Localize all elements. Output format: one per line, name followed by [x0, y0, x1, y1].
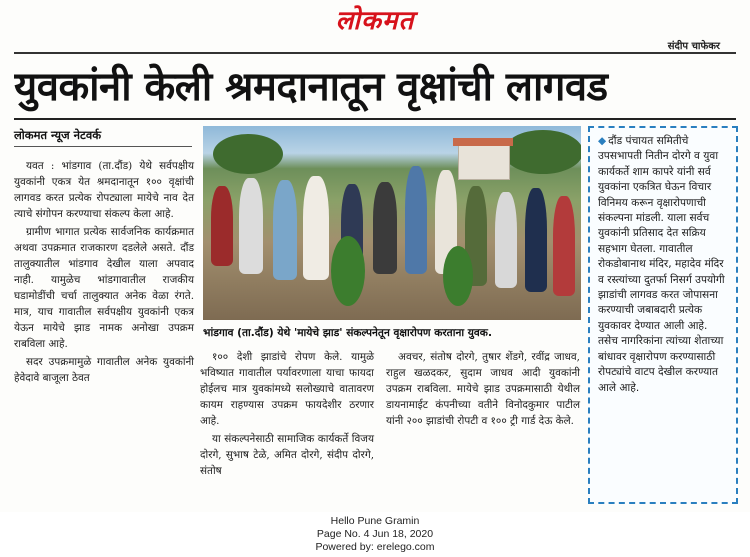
paragraph: यवत : भांडगाव (ता.दौंड) येथे सर्वपक्षीय युवकांनी एकत्र येत श्रमदानातून १०० वृक्षांची लागवड करत प्रत्येक रोपट्याला मायेचे नाव देत त्याचे संगोपन करण्याचा संकल्प केला आहे. [14, 160, 194, 220]
headline: युवकांनी केली श्रमदानातून वृक्षांची लागवड [14, 64, 608, 110]
top-rule [14, 52, 736, 54]
sidebar-body: दौंड पंचायत समितीचे उपसभापती नितीन दोरगे व युवा कार्यकर्ते शाम कापरे यांनी सर्व युवकांना एकत्रित घेऊन विचार विनिमय करून वृक्षारोपणाची संकल्पना मांडली. याला सर्वच युवकांनी प्रतिसाद देत सक्रिय सहभाग घेतला. गावातील रोकडोबानाथ मंदिर, महादेव मंदिर व रस्त्यांच्या दुतर्फा निसर्ग उपयोगी झाडांची लागवड करत जोपासना करण्याची जबाबदारी प्रत्येक युवकावर देण्यात आली आहे. तसेच नागरिकांना त्यांच्या शेताच्या बांधावर वृक्षारोपण करण्यासाठी रोपट्यांचे वाटप देखील करण्यात आले आहे. [598, 135, 725, 394]
byline: लोकमत न्यूज नेटवर्क [14, 128, 102, 142]
footer-powered-by: Powered by: erelego.com [315, 541, 435, 553]
article-column-3 [386, 349, 580, 431]
paragraph: सदर उपक्रमामुळे गावातील अनेक युवकांनी हेवेदावे बाजूला ठेवत [14, 356, 194, 384]
photo-caption: भांडगाव (ता.दौंड) येथे 'मायेचे झाड' संकल्पनेतून वृक्षारोपण करताना युवक. [203, 327, 492, 339]
page-footer [0, 512, 750, 557]
newspaper-masthead: लोकमत [335, 6, 415, 36]
footer-edition: Hello Pune Gramin [330, 515, 420, 527]
sidebar-box [588, 126, 738, 504]
paragraph: १०० देशी झाडांचे रोपण केले. यामुळे भविष्यात गावातील पर्यावरणाला याचा फायदा होईलच मात्र युवकांमध्ये सलोख्याचे वातावरण कायम राहण्यास उपक्रम फायदेशीर ठरणार आहे. [200, 351, 374, 427]
footer-page-line: Page No. 4 Jun 18, 2020 [316, 528, 434, 540]
reporter-name: संदीप चाफेकर [667, 41, 720, 52]
headline-rule [14, 118, 736, 120]
article-column-1 [14, 158, 194, 508]
paragraph: ग्रामीण भागात प्रत्येक सार्वजनिक कार्यक्रमात अथवा उपक्रमात राजकारण दडलेले असते. दौंड तालुक्यातील भांडगाव देखील याला अपवाद नाही. यामुळेच भांडगावातील राजकीय घडामोडींची चर्चा तालुक्यात अनेक वेळा रंगते. मात्र, याच गावातील सर्वपक्षीय युवकांनी एकत्र येऊन मायेचे झाड नामक अनोखा उपक्रम राबविला आहे. [14, 226, 194, 350]
article-column-2 [200, 349, 374, 481]
byline-rule [14, 146, 192, 147]
article-photo [203, 126, 581, 320]
paragraph: अवचर, संतोष दोरगे, तुषार शेंडगे, रवींद्र जाधव, राहुल खळदकर, सुदाम जाधव आदी युवकांनी उपक्रम राबविला. मायेचे झाड उपक्रमासाठी येथील डायनामाईट कंपनीच्या वतीने विनोदकुमार पाटील यांनी २०० झाडांची रोपटी व १०० ट्री गार्ड देऊ केले. [386, 351, 580, 427]
sidebar-text [598, 134, 730, 396]
paragraph: या संकल्पनेसाठी सामाजिक कार्यकर्ते विजय दोरगे, सुभाष टेळे, अमित दोरगे, संदीप दोरगे, संतोष [200, 433, 374, 477]
diamond-bullet-icon: ◆ [598, 135, 607, 147]
